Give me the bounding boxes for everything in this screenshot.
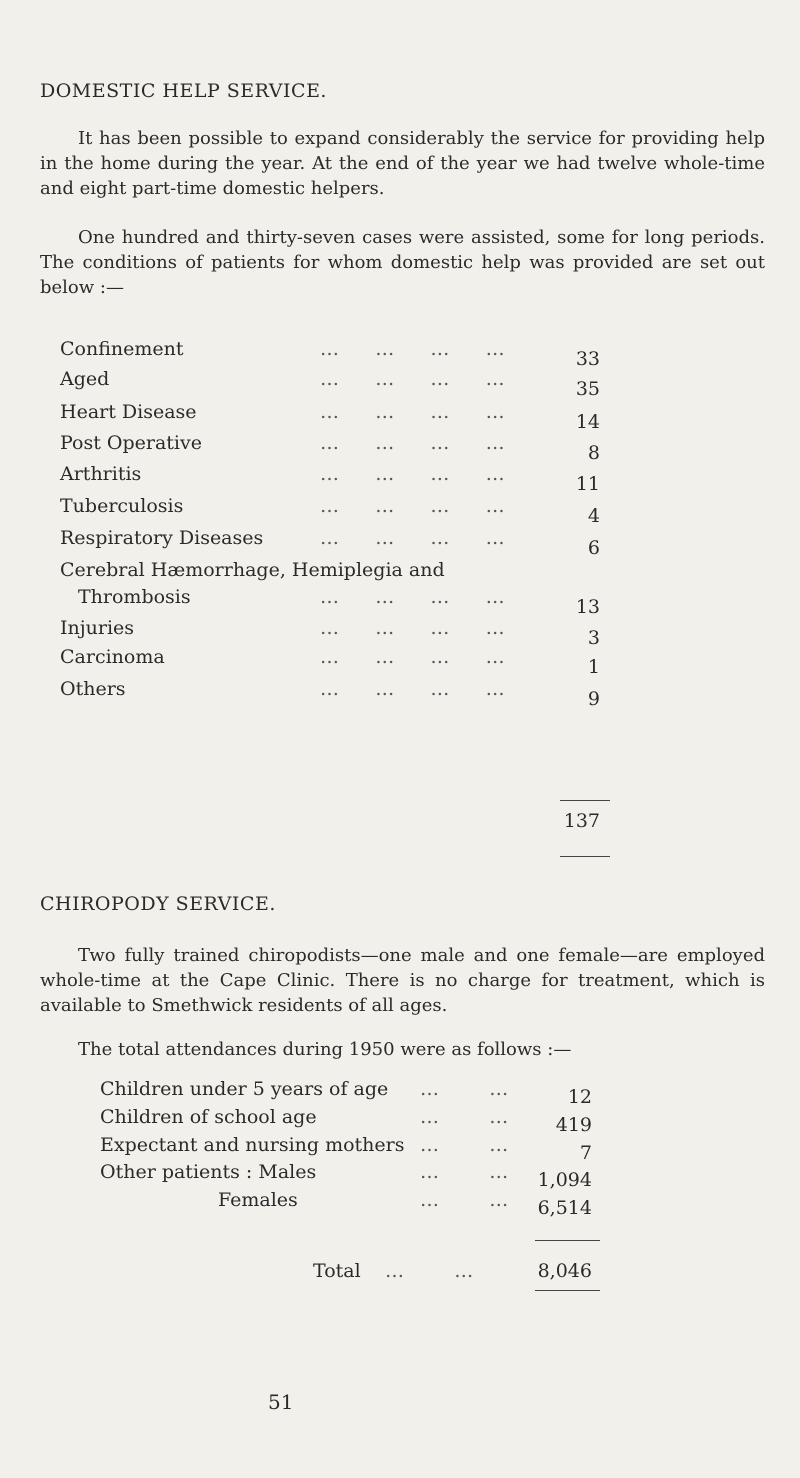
conditions-total-row bbox=[0, 810, 800, 840]
leader-dots: … … … … bbox=[320, 586, 506, 608]
condition-row bbox=[60, 463, 620, 493]
condition-label: Aged bbox=[60, 368, 110, 390]
condition-row bbox=[60, 401, 620, 431]
leader-dots: … … … … bbox=[320, 338, 506, 360]
leader-dots: … … bbox=[420, 1161, 510, 1183]
condition-value: 6 bbox=[587, 537, 600, 559]
condition-value: 4 bbox=[587, 505, 600, 527]
leader-dots: … … … … bbox=[320, 368, 506, 390]
condition-label: Heart Disease bbox=[60, 401, 197, 423]
condition-label: Confinement bbox=[60, 338, 184, 360]
leader-dots: … … bbox=[420, 1078, 510, 1100]
condition-row bbox=[60, 527, 620, 557]
condition-value: 8 bbox=[587, 442, 600, 464]
condition-row bbox=[60, 678, 620, 708]
attendance-label: Children of school age bbox=[100, 1106, 317, 1128]
condition-row bbox=[60, 646, 620, 676]
leader-dots: … … … … bbox=[320, 678, 506, 700]
condition-label: Arthritis bbox=[60, 463, 142, 485]
page-number: 51 bbox=[268, 1390, 294, 1414]
condition-row bbox=[78, 586, 638, 616]
leader-dots: … … … … bbox=[320, 495, 506, 517]
conditions-total-rule bbox=[560, 856, 610, 857]
attendance-row bbox=[0, 1078, 800, 1108]
leader-dots: … … … … bbox=[320, 646, 506, 668]
conditions-total: 137 bbox=[563, 810, 600, 832]
condition-row bbox=[60, 495, 620, 525]
condition-row bbox=[60, 617, 620, 647]
leader-dots: … … bbox=[420, 1106, 510, 1128]
domestic-paragraph-1: It has been possible to expand considerably the service for providing help in the home during the year. At the end of the year we had twelve whole-time and eight part-time domestic helpers. bbox=[40, 128, 765, 199]
condition-label: Carcinoma bbox=[60, 646, 165, 668]
condition-label: Thrombosis bbox=[78, 586, 191, 608]
condition-label: Respiratory Diseases bbox=[60, 527, 264, 549]
condition-value: 3 bbox=[587, 627, 600, 649]
leader-dots: … … … … bbox=[320, 432, 506, 454]
chiropody-heading: CHIROPODY SERVICE. bbox=[40, 893, 276, 915]
attendance-value: 7 bbox=[579, 1142, 592, 1164]
condition-value: 1 bbox=[587, 656, 600, 678]
attendance-value: 6,514 bbox=[537, 1197, 592, 1219]
condition-label: Cerebral Hæmorrhage, Hemiplegia and bbox=[60, 559, 445, 581]
attendances-total-rule bbox=[535, 1290, 600, 1291]
condition-label: Others bbox=[60, 678, 126, 700]
attendance-value: 419 bbox=[555, 1114, 592, 1136]
condition-row bbox=[60, 338, 620, 368]
attendance-value: 1,094 bbox=[537, 1169, 592, 1191]
attendance-label: Children under 5 years of age bbox=[100, 1078, 389, 1100]
chiropody-paragraph-1: Two fully trained chiropodists—one male and one female—are employed whole-time at the Cape Clinic. There is no charge for treatment, which is available to Smethwick residents of all ages. bbox=[40, 945, 765, 1016]
condition-row bbox=[60, 432, 620, 462]
attendance-row bbox=[0, 1106, 800, 1136]
leader-dots: … … … … bbox=[320, 463, 506, 485]
leader-dots: … … … … bbox=[320, 527, 506, 549]
condition-value: 33 bbox=[575, 348, 600, 370]
attendance-row bbox=[0, 1134, 800, 1164]
condition-value: 11 bbox=[575, 473, 600, 495]
domestic-help-heading: DOMESTIC HELP SERVICE. bbox=[40, 80, 327, 102]
attendance-row bbox=[0, 1189, 800, 1219]
attendances-total-label: Total bbox=[313, 1260, 361, 1282]
condition-row bbox=[60, 559, 620, 589]
condition-value: 14 bbox=[575, 411, 600, 433]
leader-dots: … … bbox=[420, 1189, 510, 1211]
attendance-row bbox=[0, 1161, 800, 1191]
condition-label: Post Operative bbox=[60, 432, 202, 454]
condition-label: Injuries bbox=[60, 617, 135, 639]
attendance-label: Expectant and nursing mothers bbox=[100, 1134, 405, 1156]
condition-row bbox=[60, 368, 620, 398]
chiropody-paragraph-2: The total attendances during 1950 were as follows :— bbox=[78, 1039, 572, 1060]
leader-dots: … … bbox=[385, 1260, 475, 1282]
attendances-total: 8,046 bbox=[537, 1260, 592, 1282]
domestic-paragraph-2: One hundred and thirty-seven cases were assisted, some for long periods. The conditions of patients for whom domestic help was provided are set out below :— bbox=[40, 227, 765, 298]
attendance-label: Other patients : Males bbox=[100, 1161, 317, 1183]
condition-value: 35 bbox=[575, 378, 600, 400]
attendances-total-row bbox=[0, 1260, 800, 1290]
leader-dots: … … … … bbox=[320, 617, 506, 639]
conditions-sum-rule bbox=[560, 800, 610, 801]
attendance-value: 12 bbox=[567, 1086, 592, 1108]
condition-value: 13 bbox=[575, 596, 600, 618]
leader-dots: … … bbox=[420, 1134, 510, 1156]
condition-label: Tuberculosis bbox=[60, 495, 184, 517]
attendance-label: Females bbox=[218, 1189, 298, 1211]
leader-dots: … … … … bbox=[320, 401, 506, 423]
condition-value: 9 bbox=[587, 688, 600, 710]
attendances-sum-rule bbox=[535, 1240, 600, 1241]
